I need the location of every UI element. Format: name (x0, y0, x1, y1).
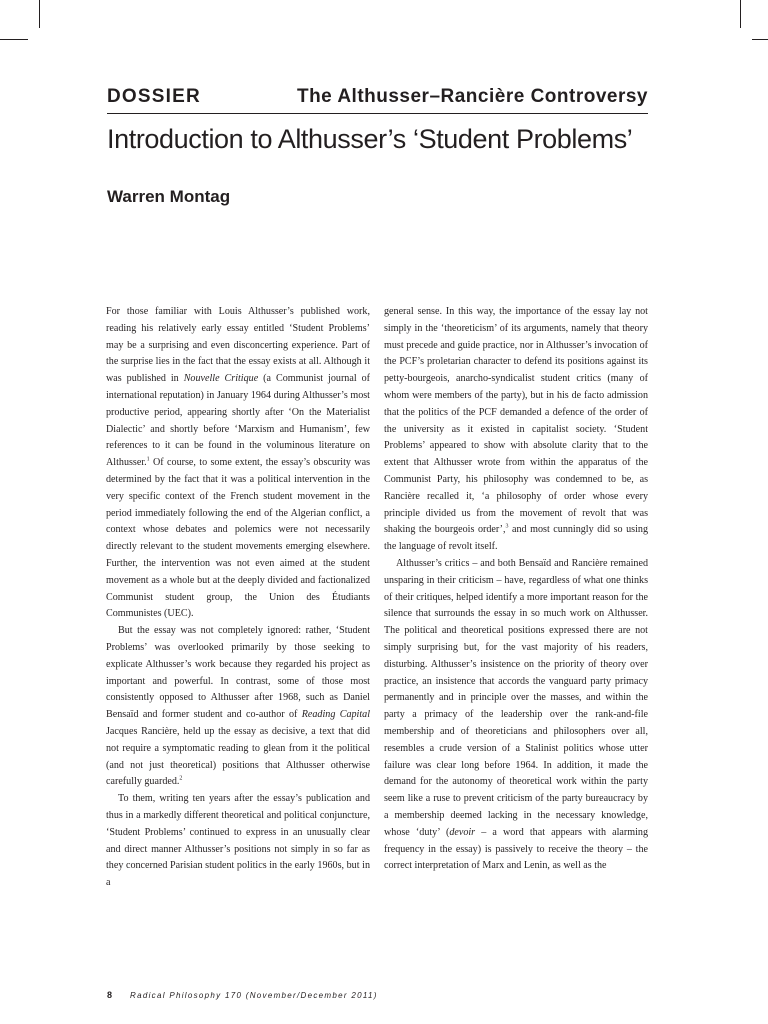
paragraph: But the essay was not completely ignored: rather, ‘Student Problems’ was overlooked primarily by those seeking to explicate Althusser’s work because they regarded his project as important and powerful. In contrast, some of those most consistently opposed to Althusser after 1968, such as Daniel Bensaïd and former student and co-author of Reading Capital Jacques Rancière, held up the essay as decisive, a text that did not require a symptomatic reading to glean from it the political (and not just theoretical) positions that Althusser otherwise carefully guarded.$^2$ (106, 625, 370, 788)
journal-name: Nouvelle Critique (183, 373, 259, 385)
emphasized-term: devoir (449, 826, 476, 838)
footnote-ref: 3 (505, 524, 509, 530)
article-author: Warren Montag (107, 187, 231, 206)
page-footer (107, 990, 378, 1000)
crop-mark-top-left-horizontal (0, 39, 28, 40)
crop-mark-top-right-horizontal (752, 39, 768, 40)
body-column-right (384, 304, 648, 875)
footnote-ref: 2 (179, 775, 183, 782)
crop-mark-top-right-vertical (740, 0, 741, 28)
journal-citation: Radical Philosophy 170 (November/December 2011) (130, 991, 378, 1000)
paragraph: Althusser’s critics – and both Bensaïd and Rancière remained unsparing in their criticism – have, regardless of what one thinks of their critiques, helped identify a more important reason for the silence that surrounds the essay in so much work on Althusser. The political and theoretical positions expressed there are not simply surprising but, for the vast majority of his readers, disturbing. Althusser’s insistence on the priority of theory over practice, an insistence that accords the vanguard party primacy permanently and in principle over the masses, and within the party a primacy of the leadership over the rank-and-file membership and of theoreticians and philosophers over all, resembles a crude version of a Stalinist politics whose utter failure was clear long before 1964. In addition, it made the demand for the autonomy of theoretical work within the party seem like a ruse to prevent criticism of the party bureaucracy by a membership deemed lacking in the necessary knowledge, whose ‘duty’ (devoir – a word that appears with alarming frequency in the essay) is passively to receive the theory – the correct interpretation of Marx and Lenin, as well as the (384, 557, 648, 872)
article-title: Introduction to Althusser’s ‘Student Problems’ (107, 124, 633, 154)
dossier-header (107, 86, 648, 108)
paragraph: general sense. In this way, the importance of the essay lay not simply in the ‘theoreticism’ of its arguments, namely that theory must precede and guide practice, nor in Althusser’s invocation of the PCF’s proletarian character to defend its positions against its petty-bourgeois, anarcho-syndicalist student critics (many of whom were members of the party), but in his de facto admission that the politics of the PCF demanded a defence of the order of the university as it existed in capitalist society. ‘Student Problems’ appeared to show with absolute clarity that to the extent that Althusser wrote from within the apparatus of the Communist Party, his philosophy was condemned to be, as Rancière recalled it, ‘a philosophy of order whose every principle divided us from the movement of revolt that was shaking the bourgeois order’,$^3$ and most cunningly did so using the language of revolt itself. (384, 306, 648, 553)
dossier-title: The Althusser–Rancière Controversy (296, 86, 648, 107)
header-rule (107, 113, 648, 114)
section-label: DOSSIER (107, 86, 201, 107)
body-column-left (106, 304, 370, 892)
footnote-ref: 1 (146, 456, 150, 463)
book-title: Reading Capital (301, 709, 370, 721)
paragraph: For those familiar with Louis Althusser’s published work, reading his relatively early essay entitled ‘Student Problems’ may be a surprising and even disconcerting experience. Part of the surprise lies in the fact that the essay exists at all. Although it was published in Nouvelle Critique (a Communist journal of international reputation) in January 1964 during Althusser’s most productive period, appearing shortly after ‘On the Materialist Dialectic’ and shortly before ‘Marxism and Humanism’, few references to it can be found in the voluminous literature on Althusser.$^1$ Of course, to some extent, the essay’s obscurity was determined by the fact that it was a political intervention in the very specific context of the French student movement in the period immediately following the end of the Algerian conflict, a context whose debates and polemics were not necessarily directly relevant to the student movements emerging elsewhere. Further, the intervention was not even aimed at the student movement as a whole but at the deeply divided and factionalized Communist student group, the Union des Étudiants Communistes (UEC). (106, 306, 371, 620)
crop-mark-top-left-vertical (39, 0, 40, 28)
page-number: 8 (107, 990, 113, 1000)
paragraph: To them, writing ten years after the essay’s publication and thus in a markedly different theoretical and political conjuncture, ‘Student Problems’ continued to express in an unusually clear and direct manner Althusser’s positions not simply in so far as they concerned Parisian student politics in the early 1960s, but in a (106, 793, 370, 889)
